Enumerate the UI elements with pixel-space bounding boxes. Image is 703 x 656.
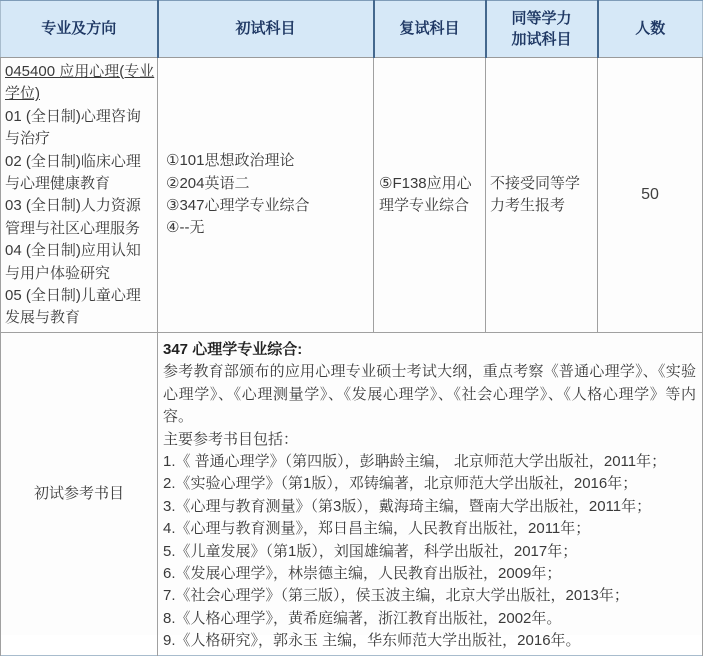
header-initial-subjects: 初试科目 [158,1,374,58]
book-item-5: 5.《儿童发展》（第1版），刘国雄编著，科学出版社，2017年； [163,542,578,560]
reference-label-cell: 初试参考书目 [1,333,158,656]
direction-line-5: 05 (全日制)儿童心理发展与教育 [5,287,141,327]
initial-subject-4: ④--无 [166,219,205,237]
initial-subject-2: ②204英语二 [166,174,250,192]
header-equivalency-line1: 同等学力 [511,10,572,27]
header-equivalency-subjects [486,1,598,58]
reference-row [1,333,703,656]
header-major: 专业及方向 [1,1,158,58]
major-cell [1,58,158,333]
reference-list-intro: 主要参考书目包括： [163,430,299,448]
initial-subjects-cell [158,58,374,333]
book-item-1: 1.《 普通心理学》（第四版），彭聃龄主编， 北京师范大学出版社，2011年； [163,453,667,471]
reference-content-cell [158,333,703,656]
reference-intro: 参考教育部颁布的应用心理专业硕士考试大纲，重点考察《普通心理学》、《实验心理学》、《心理测量学》、《发展心理学》、《社会心理学》、《人格心理学》等内容。 [163,363,696,426]
reference-section-title: 347 心理学专业综合: [163,341,303,358]
book-item-9: 9.《人格研究》，郭永玉 主编，华东师范大学出版社，2016年。 [163,632,581,650]
header-equivalency-line2: 加试科目 [511,31,572,48]
program-code-link[interactable]: 045400 应用心理(专业学位) [5,63,155,103]
initial-subject-3: ③347心理学专业综合 [166,197,310,214]
direction-line-3: 03 (全日制)人力资源管理与社区心理服务 [5,197,141,237]
header-count: 人数 [598,1,703,58]
book-item-7: 7.《社会心理学》（第三版），侯玉波主编，北京大学出版社，2013年； [163,587,629,605]
book-item-6: 6.《发展心理学》，林崇德主编，人民教育出版社，2009年； [163,565,562,583]
book-item-8: 8.《人格心理学》，黄希庭编著，浙江教育出版社，2002年。 [163,609,562,627]
retest-subject-cell: ⑤F138应用心理学专业综合 [374,58,486,333]
program-row [1,58,703,333]
book-item-2: 2.《实验心理学》（第1版），邓铸编著，北京师范大学出版社，2016年； [163,475,638,493]
direction-line-1: 01 (全日制)心理咨询与治疗 [5,107,141,148]
equivalency-note-cell: 不接受同等学力考生报考 [486,58,598,333]
header-row [1,1,703,58]
direction-line-2: 02 (全日制)临床心理与心理健康教育 [5,152,141,193]
count-cell: 50 [598,58,703,333]
header-retest-subjects: 复试科目 [374,1,486,58]
direction-line-4: 04 (全日制)应用认知与用户体验研究 [5,242,141,282]
book-item-3: 3.《心理与教育测量》（第3版），戴海琦主编，暨南大学出版社，2011年； [163,497,652,515]
book-item-4: 4.《心理与教育测量》，郑日昌主编，人民教育出版社，2011年； [163,520,591,538]
initial-subject-1: ①101思想政治理论 [166,152,295,170]
